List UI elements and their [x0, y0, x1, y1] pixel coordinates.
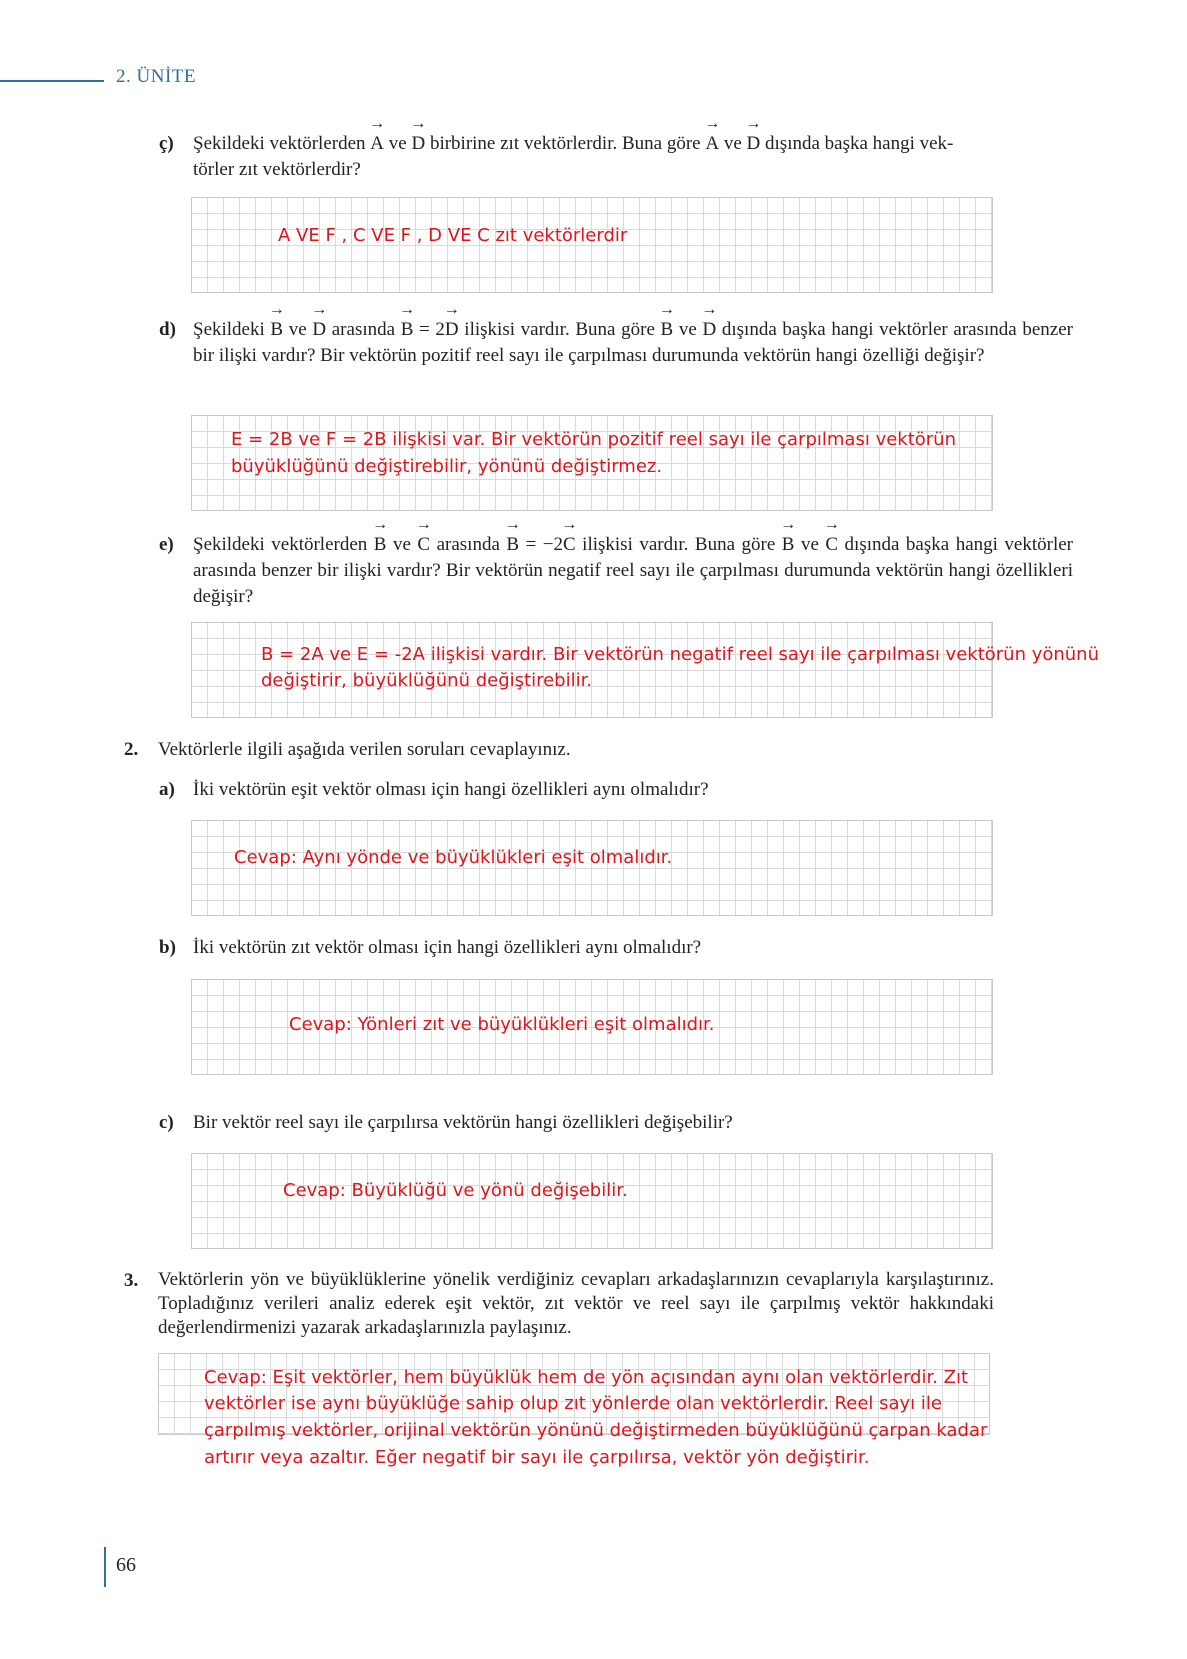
answer-text: çarpılmış vektörler, orijinal vektörün yönünü değiştirmeden büyüklüğünü çarpan kadar — [204, 1420, 988, 1441]
vector-symbol: → B — [506, 532, 519, 558]
text-part: dışında başka — [838, 534, 950, 555]
text-part: ve — [719, 133, 747, 154]
answer-text: vektörler ise aynı büyüklüğe sahip olup zıt yönlerde olan vektörlerdir. Reel sayı ile — [204, 1393, 942, 1414]
text-part: ilişkisi vardır. Buna göre — [575, 534, 782, 555]
question-text — [193, 532, 1073, 610]
vector-symbol: → B — [661, 317, 674, 343]
question-text: İki vektörün zıt vektör olması için hangi özellikleri aynı olmalıdır? — [193, 937, 702, 958]
text-part: ve — [794, 534, 826, 555]
page-number: 66 — [116, 1554, 136, 1576]
vector-symbol: → D — [702, 317, 716, 343]
vector-symbol: → A — [705, 131, 719, 157]
question-text: Bir vektör reel sayı ile çarpılırsa vektörün hangi özellikleri değişebilir? — [193, 1112, 733, 1133]
vector-symbol: → C — [563, 532, 576, 558]
answer-text: artırır veya azaltır. Eğer negatif bir sayı ile çarpılırsa, vektör yön değiştirir. — [204, 1447, 870, 1468]
unit-title: 2. ÜNİTE — [116, 66, 196, 87]
text-part: ve — [283, 319, 313, 340]
vector-symbol: → D — [411, 131, 425, 157]
text-part: ilişkisi vardır. Buna göre — [458, 319, 661, 340]
text-part: Şekildeki vektörlerden — [193, 534, 374, 555]
vector-symbol: → B — [270, 317, 283, 343]
text-part: = 2 — [413, 319, 445, 340]
header-rule — [0, 80, 104, 82]
answer-text: A VE F , C VE F , D VE C zıt vektörlerdir — [278, 225, 628, 246]
text-part: = −2 — [519, 534, 563, 555]
answer-text: B = 2A ve E = -2A ilişkisi vardır. Bir vektörün negatif reel sayı ile çarpılması vektörün yönünü — [261, 644, 1100, 665]
question-label: c) — [159, 1112, 174, 1133]
text-part: arasında — [326, 319, 401, 340]
answer-text: Cevap: Yönleri zıt ve büyüklükleri eşit olmalıdır. — [289, 1014, 715, 1035]
vector-symbol: → B — [401, 317, 414, 343]
answer-text: E = 2B ve F = 2B ilişkisi var. Bir vektörün pozitif reel sayı ile çarpılması vektörün — [231, 429, 957, 450]
question-text — [193, 131, 1073, 183]
question-label: a) — [159, 779, 175, 800]
vector-symbol: → B — [782, 532, 795, 558]
text-part: dışında başka hangi vektörler — [716, 319, 948, 340]
text-part: birbirine zıt vektörlerdir. Buna göre — [425, 133, 706, 154]
text-part: arasında — [430, 534, 507, 555]
vector-symbol: → A — [370, 131, 384, 157]
answer-text: büyüklüğünü değiştirebilir, yönünü değiştirmez. — [231, 456, 663, 477]
answer-text: Cevap: Aynı yönde ve büyüklükleri eşit olmalıdır. — [234, 847, 673, 868]
vector-symbol: → D — [312, 317, 326, 343]
answer-text: Cevap: Eşit vektörler, hem büyüklük hem de yön açısından aynı olan vektörlerdir. Zıt — [204, 1367, 969, 1388]
text-part: törler zıt vektörlerdir? — [193, 159, 361, 180]
text-part: hangi vektörler arasında benzer bir ilişki vardır? Bir vektörün negatif reel sayı ile çarpılması durumunda vektörün hangi özellikleri değişir? — [193, 534, 1073, 607]
question-label: b) — [159, 937, 176, 958]
text-part: ve — [384, 133, 412, 154]
text-part: Şekildeki vektörlerden — [193, 133, 371, 154]
vector-symbol: → D — [747, 131, 761, 157]
text-part: ve — [673, 319, 703, 340]
question-label: ç) — [159, 133, 174, 154]
question-text — [193, 317, 1073, 369]
answer-text: Cevap: Büyüklüğü ve yönü değişebilir. — [283, 1180, 628, 1201]
text-part: dışında başka hangi vek- — [760, 133, 954, 154]
question-number: 3. — [124, 1270, 139, 1291]
text-part: arasında benzer bir ilişki vardır? Bir vektörün pozitif reel sayı ile çarpılması durumunda vektörün hangi özelliği değişir? — [193, 319, 1073, 366]
text-part: ve — [386, 534, 418, 555]
question-label: e) — [159, 534, 174, 555]
page-number-rule — [104, 1547, 106, 1587]
answer-text: değiştirir, büyüklüğünü değiştirebilir. — [261, 670, 593, 691]
vector-symbol: → D — [445, 317, 459, 343]
question-text: İki vektörün eşit vektör olması için hangi özellikleri aynı olmalıdır? — [193, 779, 709, 800]
question-label: d) — [159, 319, 176, 340]
question-text: Vektörlerin yön ve büyüklüklerine yönelik verdiğiniz cevapları arkadaşlarınızın cevaplarıyla karşılaştırınız. Topladığınız verileri analiz ederek eşit vektör, zıt vektör ve reel sayı ile çarpılmış vektör hakkındaki değerlendirmenizi yazarak arkadaşlarınızla paylaşınız. — [158, 1269, 994, 1338]
question-number: 2. — [124, 739, 139, 760]
question-text: Vektörlerle ilgili aşağıda verilen soruları cevaplayınız. — [158, 739, 571, 760]
vector-symbol: → B — [374, 532, 387, 558]
vector-symbol: → C — [825, 532, 838, 558]
text-part: Şekildeki — [193, 319, 271, 340]
vector-symbol: → C — [417, 532, 430, 558]
